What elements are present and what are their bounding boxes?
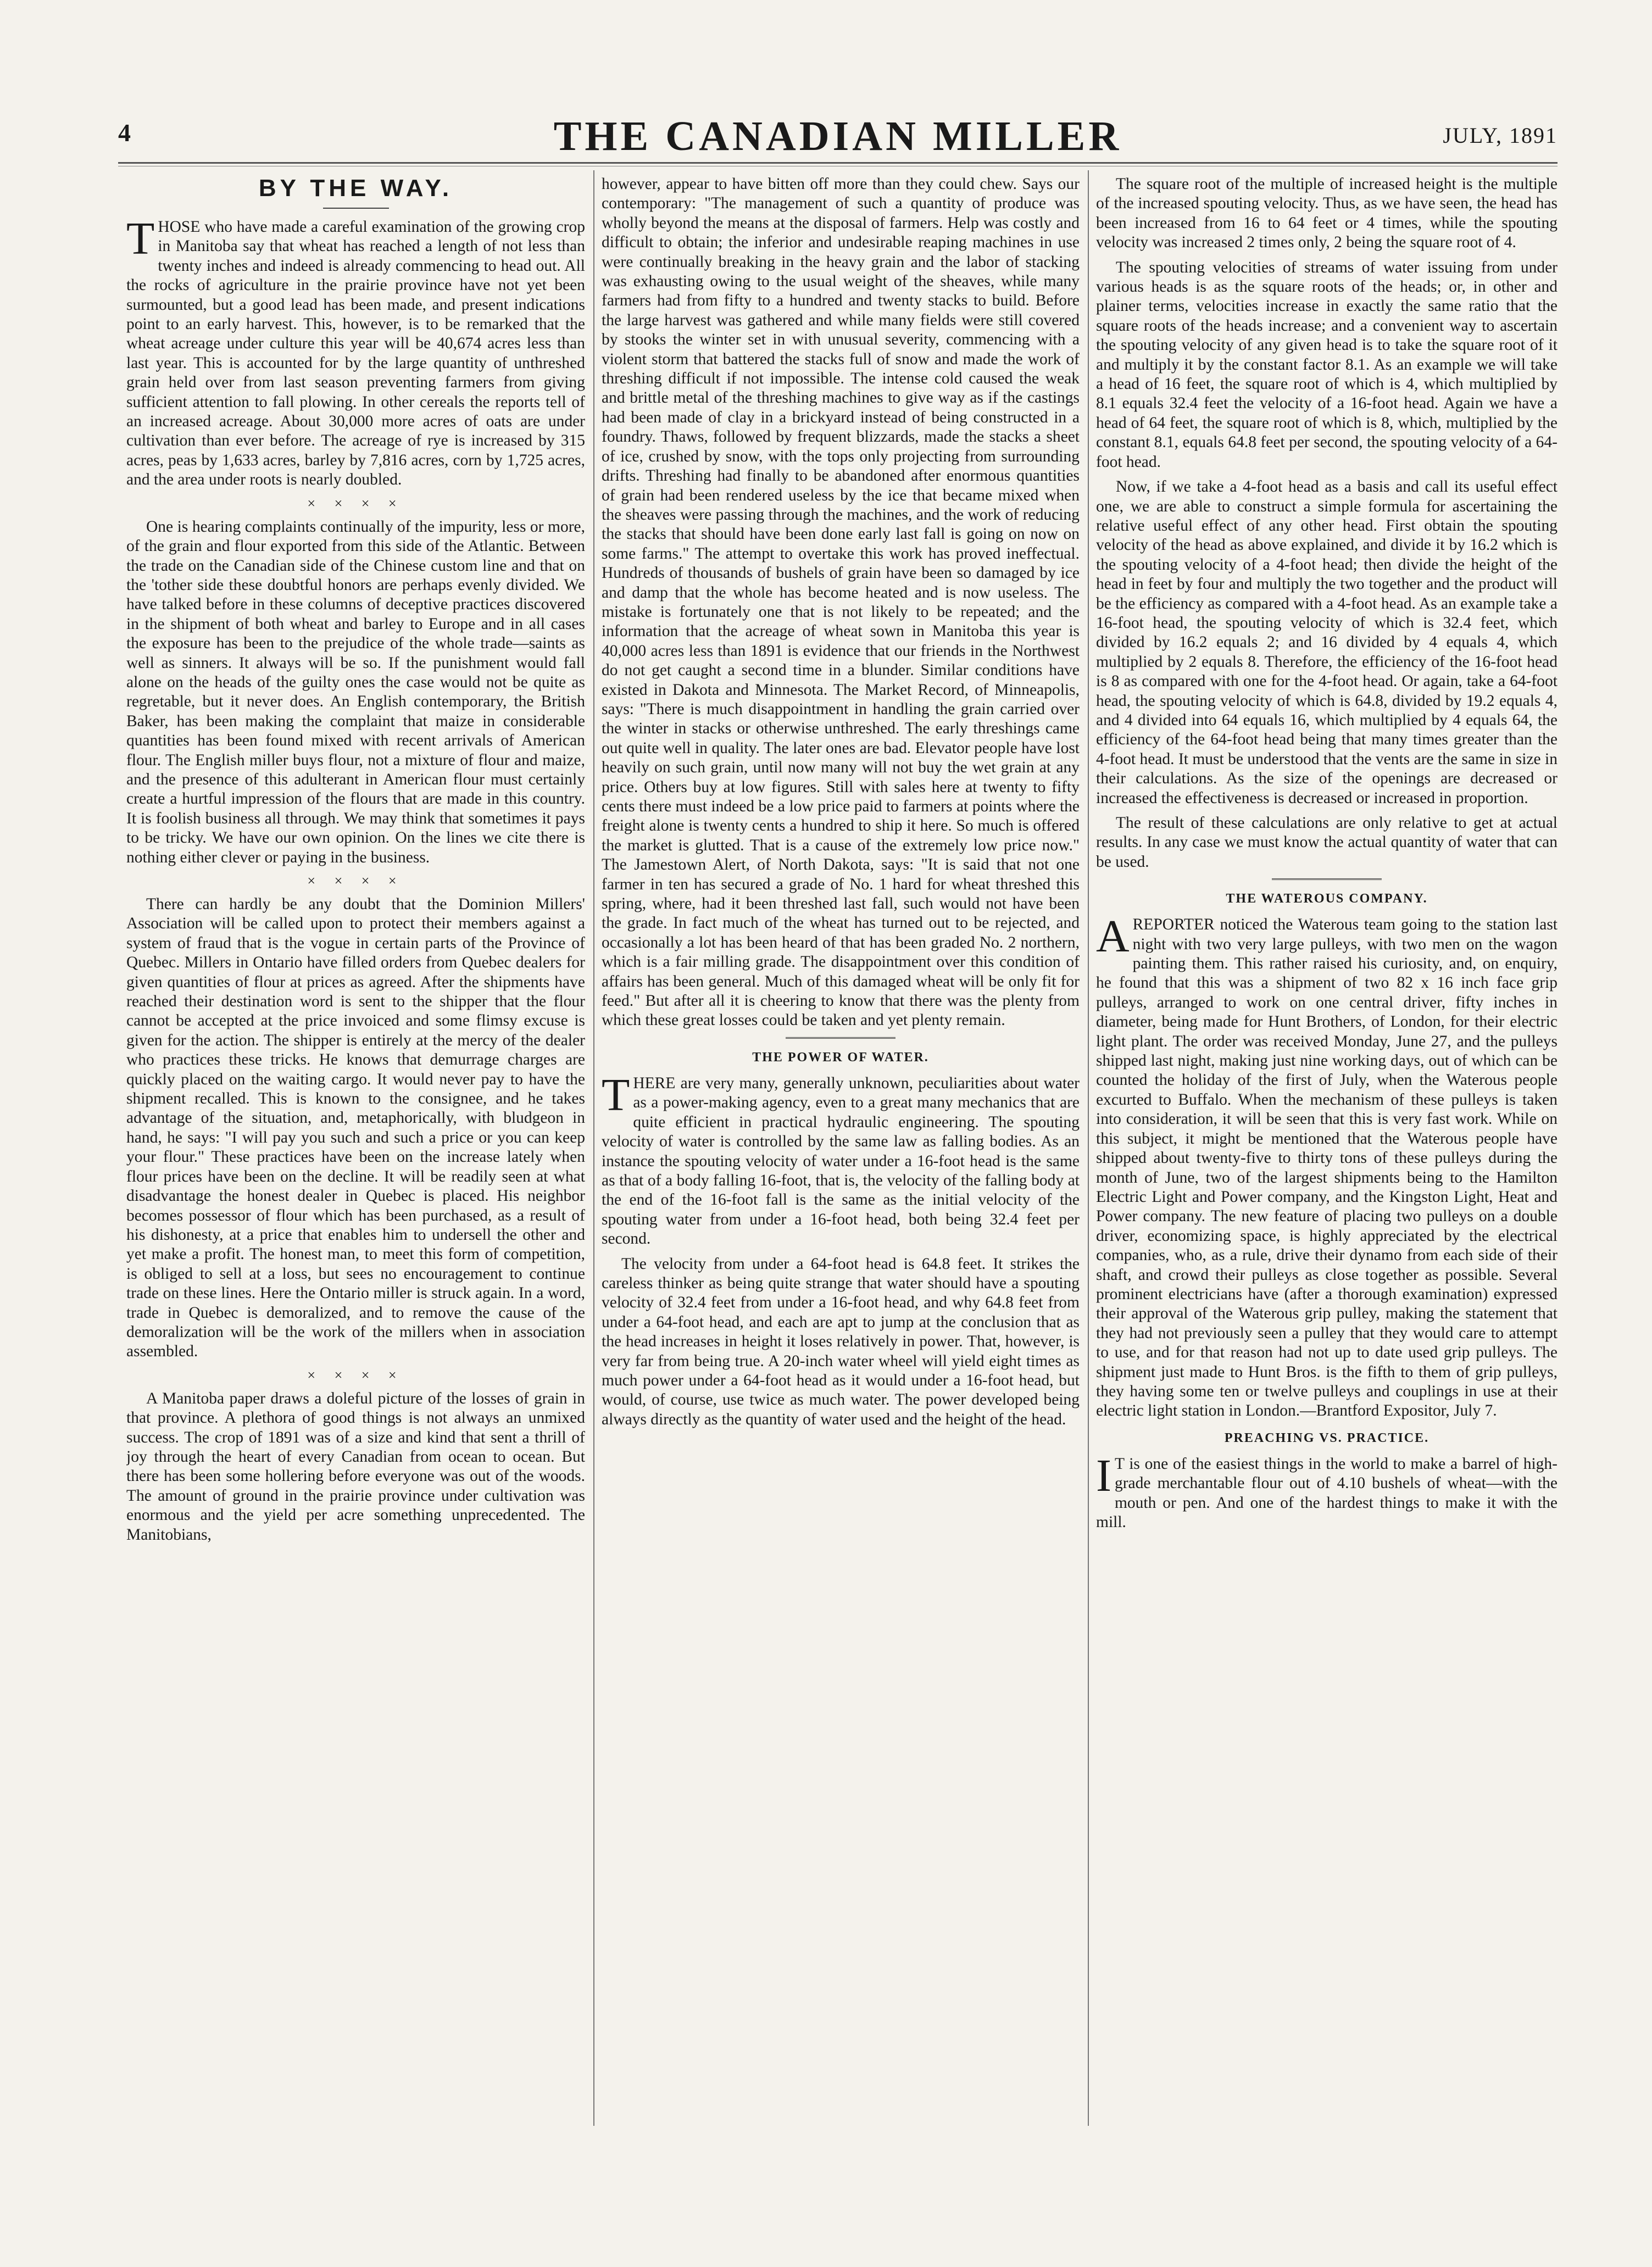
article-paragraph: A Manitoba paper draws a doleful picture of the losses of grain in that province. A plethora of good things is not always an unmixed success. The crop of 1891 was of a size and kind that sent a thrill of joy through the heart of every Canadian from ocean to ocean. But there has been some hollering before everyone was out of the woods. The amount of ground in the prairie province under cultivation was enormous and the yield per acre something unprecedented. The Manitobians, bbox=[126, 1389, 585, 1544]
article-paragraph: One is hearing complaints continually of the impurity, less or more, of the grain and flour exported from this side of the Atlantic. Between the trade on the Canadian side of the Chinese custom line and that on the 'tother side these doubtful honors are perhaps evenly divided. We have talked before in these columns of deceptive practices discovered in the shipment of both wheat and barley to Europe and in all cases the exposure has been to the prejudice of the whole trade—saints as well as sinners. It always will be so. If the punishment would fall alone on the heads of the guilty ones the case would not be quite as regretable, but it never does. An English contemporary, the British Baker, has been making the complaint that maize in considerable quantities has been found mixed with recent arrivals of American flour. The English miller buys flour, not a mixture of flour and maize, and the presence of this adulterant in American flour must certainly create a hurtful impression of the flours that are made in this country. It is foolish business all through. We may think that sometimes it pays to be tricky. We have our own opinion. On the lines we cite there is nothing either clever or paying in the business. bbox=[126, 517, 585, 866]
article-title-waterous: THE WATEROUS COMPANY. bbox=[1226, 892, 1428, 906]
section-separator: × × × × bbox=[307, 873, 404, 889]
drop-cap: T bbox=[602, 1069, 630, 1121]
drop-cap: I bbox=[1096, 1450, 1111, 1501]
column-3 bbox=[1096, 175, 1558, 2130]
drop-cap: T bbox=[126, 213, 155, 264]
article-paragraph: A REPORTER noticed the Waterous team going to the station last night with two very large pulleys, with two men on the wagon painting them. This rather raised his curiosity, and, on enquiry, he found that this was a shipment of two 82 x 16 inch face grip pulleys, arranged to work on one central driver, fifty inches in diameter, being made for Hunt Brothers, of London, for their electric light plant. The order was received Monday, June 27, and the pulleys shipped last night, making just nine working days, out of which can be counted the holiday of the first of July, when the Waterous people excurted to Buffalo. When the mechanism of these pulleys is taken into consideration, it will be seen that this is very fast work. While on this subject, it might be mentioned that the Waterous people have shipped about twenty-five to thirty tons of these pulleys during the month of June, two of the largest shipments being to the Hamilton Electric Light and Power company, and the Kingston Light, Heat and Power company. The new feature of placing two pulleys on a double driver, economizing space, is highly appreciated by the electrical companies, who, as a rule, drive their dynamo from each side of their shaft, and crowd their pulleys as close together as possible. Several prominent electricians have (after a thorough examination) expressed their approval of the Waterous grip pulley, making the statement that they had not previously seen a pulley that they would care to attempt to use, and for that reason had not up to date used grip pulleys. The shipment just made to Hunt Bros. is the fifth to them of grip pulleys, they having some ten or twelve pulleys and couplings in use at their electric light station in London.—Brantford Expositor, July 7. bbox=[1096, 911, 1558, 1420]
column-rule bbox=[1088, 170, 1089, 2126]
header-rule bbox=[118, 162, 1558, 166]
column-rule bbox=[593, 170, 594, 2126]
article-paragraph: however, appear to have bitten off more than they could chew. Says our contemporary: "The management of such a quantity of produce was wholly beyond the means at the disposal of farmers. Help was costly and difficult to obtain; the inferior and undesirable reaping machines in use were continually breaking in the heavy grain and the labor of stacking was exhausting owing to the usual weight of the sheaves, while many farmers had from fifty to a hundred and twenty stacks to build. Before the large harvest was gathered and while many fields were still covered by stooks the winter set in with unusual severity, commencing with a violent storm that battered the stacks full of snow and made the work of threshing difficult if not impossible. The intense cold caused the weak and brittle metal of the threshing machines to give way as if the castings had been made of clay in a brickyard instead of being constructed in a foundry. Thaws, followed by frequent blizzards, made the stacks a sheet of ice, crushed by snow, with the tops only projecting from surrounding drifts. Threshing had finally to be abandoned after enormous quantities of grain had been rendered useless by the ice that became mixed when the sheaves were passing through the machines, and the work of reducing the stacks that should have been done early last fall is going on now on some farms." The attempt to overtake this work has proved ineffectual. Hundreds of thousands of bushels of grain have been so damaged by ice and damp that the whole has become heated and is now useless. The mistake is fortunately one that is not likely to be repeated; and the information that the acreage of wheat sown in Manitoba this year is 40,000 acres less than 1891 is evidence that our friends in the Northwest do not get caught a second time in a blunder. Similar conditions have existed in Dakota and Minnesota. The Market Record, of Minneapolis, says: "There is much disappointment in handling the grain carried over the winter in stacks or otherwise unthreshed. The early threshings came out quite well in quality. The later ones are bad. Elevator people have lost heavily on such grain, until now many will not buy the wet grain at any price. Others buy at low figures. Still with sales here at twenty to fifty cents there must indeed be a low price paid to farmers at points where the freight alone is twenty cents a hundred to ship it here. So much is offered the market is glutted. That is a cause of the extremely low price now." The Jamestown Alert, of North Dakota, says: "It is said that not one farmer in ten has secured a grade of No. 1 hard for wheat threshed this spring, where, had it been threshed last fall, such would not have been the grade. In fact much of the wheat has turned out to be rejected, and occasionally a lot has been heard of that has been graded No. 2 northern, which is a fair milling grade. The disappointment over this condition of affairs has been general. Much of this damaged wheat will be only fit for feed." But after all it is cheering to know that there was the plenty from which these great losses could be taken and yet plenty remain. bbox=[602, 175, 1080, 1029]
article-title-power-of-water: THE POWER OF WATER. bbox=[752, 1050, 929, 1065]
section-separator: × × × × bbox=[307, 495, 404, 511]
title-rule bbox=[1272, 878, 1382, 882]
column-1 bbox=[126, 175, 585, 2130]
masthead: THE CANADIAN MILLER bbox=[553, 113, 1122, 159]
title-rule bbox=[323, 208, 389, 209]
article-paragraph: THOSE who have made a careful examination of the growing crop in Manitoba say that wheat has reached a length of not less than twenty inches and indeed is already commencing to head out. All the rocks of agriculture in the prairie province have not yet been surmounted, but a good lead has been made, and present indications point to an early harvest. This, however, is to be remarked that the wheat acreage under culture this year will be 40,674 acres less than last year. This is accounted for by the large quantity of unthreshed grain held over from last season preventing farmers from giving sufficient attention to fall plowing. In other cereals the reports tell of an increased acreage. About 30,000 more acres of oats are under cultivation than ever before. The acreage of rye is increased by 315 acres, peas by 1,633 acres, barley by 7,816 acres, corn by 1,725 acres, and the area under roots is nearly doubled. bbox=[126, 213, 585, 489]
drop-cap: A bbox=[1096, 911, 1130, 962]
article-paragraph: I T is one of the easiest things in the world to make a barrel of high-grade merchantable flour out of 4.10 bushels of wheat—with the mouth or pen. And one of the hardest things to make it with the mill. bbox=[1096, 1450, 1558, 1531]
article-title-by-the-way: BY THE WAY. bbox=[258, 175, 453, 202]
article-title-preaching: PREACHING VS. PRACTICE. bbox=[1224, 1430, 1429, 1445]
title-rule bbox=[786, 1037, 895, 1040]
article-paragraph: Now, if we take a 4-foot head as a basis and call its useful effect one, we are able to construct a simple formula for ascertaining the relative useful effect of any other head. First obtain the spouting velocity of the head as above explained, and divide it by 16.2 which is the spouting velocity of a 4-foot head; then divide the height of the head in feet by four and multiply the two together and the product will be the efficiency as compared with a 4-foot head. As an example take a 16-foot head, the spouting velocity of which is 32.4 feet, which divided by 16.2 equals 2; and 16 divided by 4 equals 4, which multiplied by 2 equals 8. Therefore, the efficiency of the 16-foot head is 8 as compared with one for the 4-foot head. Or again, take a 64-foot head, the spouting velocity of which is 64.8, divided by 19.2 equals 4, and 4 divided into 64 equals 16, which multiplied by 4 equals 64, the efficiency of the 64-foot head being that many times greater than the 4-foot head. It must be understood that the vents are the same in size in their calculations. As the size of the openings are decreased or increased the effectiveness is decreased or increased in proportion. bbox=[1096, 478, 1558, 807]
article-paragraph: There can hardly be any doubt that the Dominion Millers' Association will be called upon to protect their members against a system of fraud that is the vogue in certain parts of the Province of Quebec. Millers in Ontario have filled orders from Quebec dealers for given quantities of flour at prices as agreed. After the shipments have reached their destination word is sent to the shipper that the flour cannot be accepted at the price invoiced and some flimsy excuse is given for the action. The shipper is entirely at the mercy of the dealer who practices these tricks. He knows that demurrage charges are quickly placed on the waiting cargo. It would never pay to have the shipment recalled. This is known to the consignee, and he takes advantage of the situation, and, metaphorically, with bludgeon in hand, he says: "I will pay you such and such a price or you can keep your flour." These practices have been on the increase lately when flour prices have been on the decline. It will be readily seen at what disadvantage the honest dealer in Quebec is placed. His neighbor becomes possessor of flour which has been purchased, as a result of his dishonesty, at a price that enables him to undersell the other and yet make a profit. The honest man, to meet this form of competition, is obliged to sell at a loss, but sees no encouragement to continue trade on these lines. Here the Ontario miller is struck again. In a word, trade in Quebec is demoralized, and to remove the cause of the demoralization will be the work of the millers when in association assembled. bbox=[126, 895, 585, 1361]
article-paragraph: The velocity from under a 64-foot head is 64.8 feet. It strikes the careless thinker as being quite strange that water should have a spouting velocity of 32.4 feet from under a 16-foot head, and why 64.8 feet from under a 64-foot head, and each are apt to jump at the conclusion that as the head increases in height it loses relatively in power. That, however, is very far from being true. A 20-inch water wheel will yield eight times as much power under a 64-foot head as it would under a 16-foot head, but would, of course, use twice as much water. The power developed being always directly as the quantity of water used and the height of the head. bbox=[602, 1255, 1080, 1428]
column-2 bbox=[602, 175, 1080, 2130]
article-paragraph: THERE are very many, generally unknown, peculiarities about water as a power-making agency, even to a great many mechanics that are quite efficient in practical hydraulic engineering. The spouting velocity of water is controlled by the same law as falling bodies. As an instance the spouting velocity of water under a 16-foot head is the same as that of a body falling 16-foot, that is, the velocity of the falling body at the end of the 16-foot fall is the same as the initial velocity of the spouting water from under a 16-foot head, both being 32.4 feet per second. bbox=[602, 1069, 1080, 1248]
article-paragraph: The spouting velocities of streams of water issuing from under various heads is as the square roots of the heads; or, in other and plainer terms, velocities increase in exactly the same ratio that the square roots of the heads increase; and a convenient way to ascertain the spouting velocity of any given head is to take the square root of it and multiply it by the constant factor 8.1. As an example we will take a head of 16 feet, the square root of which is 4, which multiplied by 8.1 equals 32.4 feet the velocity of a 16-foot head. Again we have a head of 64 feet, the square root of which is 8, which, multiplied by the constant 8.1, equals 64.8 feet per second, the spouting velocity of a 64-foot head. bbox=[1096, 258, 1558, 471]
issue-date: JULY, 1891 bbox=[1443, 123, 1558, 148]
page-number: 4 bbox=[118, 119, 131, 147]
section-separator: × × × × bbox=[307, 1367, 404, 1383]
article-paragraph: The result of these calculations are only relative to get at actual results. In any case we must know the actual quantity of water that can be used. bbox=[1096, 814, 1558, 871]
article-paragraph: The square root of the multiple of increased height is the multiple of the increased spouting velocity. Thus, as we have seen, the head has been increased from 16 to 64 feet or 4 times, while the spouting velocity was increased 2 times only, 2 being the square root of 4. bbox=[1096, 175, 1558, 252]
page-header bbox=[118, 113, 1558, 162]
